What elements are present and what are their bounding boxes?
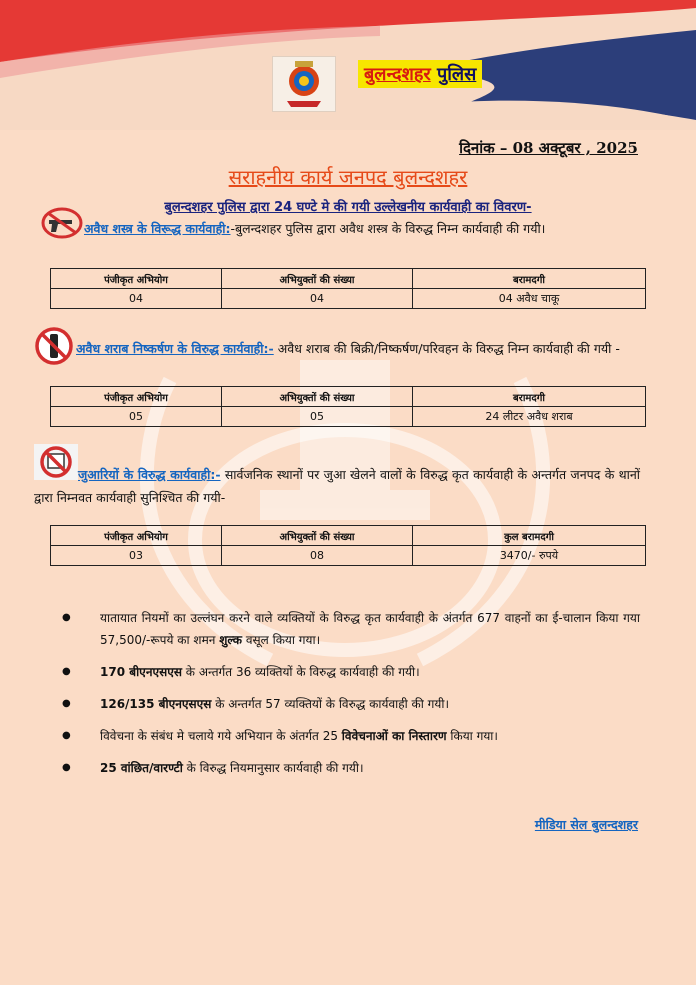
table-cell: 08 [222, 546, 413, 566]
list-item: ● 126/135 बीएनएसएस के अन्तर्गत 57 व्यक्तियों के विरुद्ध कार्यवाही की गयी। [62, 693, 640, 715]
header-banner [0, 0, 696, 130]
section-liquor-body: अवैध शराब की बिक्री/निष्कर्षण/परिवहन के विरुद्ध निम्न कार्यवाही की गयी - [273, 341, 620, 356]
table-cell: 3470/- रुपये [413, 546, 646, 566]
table-cell: 05 [51, 407, 222, 427]
table-header: पंजीकृत अभियोग [51, 387, 222, 407]
table-cell: 05 [222, 407, 413, 427]
section-gambling-body: सार्वजनिक स्थानों पर जुआ खेलने वालों के विरुद्ध कृत कार्यवाही के अन्तर्गत जनपद के थानों द्वारा निम्नवत कार्यवाही सुनिश्चित की गयी- [34, 467, 640, 505]
list-item: ● 25 वांछित/वारण्टी के विरुद्ध नियमानुसार कार्यवाही की गयी। [62, 757, 640, 779]
table-header: अभियुक्तों की संख्या [222, 387, 413, 407]
table-header: पंजीकृत अभियोग [51, 526, 222, 546]
table-cell: 03 [51, 546, 222, 566]
table-cell: 04 [51, 289, 222, 309]
brand-part2: पुलिस [437, 64, 477, 85]
section-gambling-heading: जुआरियों के विरुद्ध कार्यवाही:- [78, 467, 221, 482]
report-subtitle: बुलन्दशहर पुलिस द्वारा 24 घण्टे मे की गयी उल्लेखनीय कार्यवाही का विवरण- [164, 200, 532, 215]
brand-title [358, 60, 482, 88]
table-header: कुल बरामदगी [413, 526, 646, 546]
list-item: ● विवेचना के संबंध मे चलाये गये अभियान के अंतर्गत 25 विवेचनाओं का निस्तारण किया गया। [62, 725, 640, 747]
list-item: ● 170 बीएनएसएस के अन्तर्गत 36 व्यक्तियों के विरुद्ध कार्यवाही की गयी। [62, 661, 640, 683]
section-gambling-text [34, 463, 640, 509]
date-line: दिनांक – 08 अक्टूबर , 2025 [459, 139, 638, 157]
table-header: अभियुक्तों की संख्या [222, 269, 413, 289]
table-header: अभियुक्तों की संख्या [222, 526, 413, 546]
section-weapons-heading: अवैध शस्त्र के विरूद्ध कार्यवाही: [84, 221, 231, 236]
table-header: पंजीकृत अभियोग [51, 269, 222, 289]
gambling-table [50, 525, 646, 566]
table-cell: 04 [222, 289, 413, 309]
table-header: बरामदगी [413, 269, 646, 289]
table-cell: 24 लीटर अवैध शराब [413, 407, 646, 427]
section-liquor-text [34, 337, 640, 360]
table-header: बरामदगी [413, 387, 646, 407]
section-weapons-body: -बुलन्दशहर पुलिस द्वारा अवैध शस्त्र के विरुद्ध निम्न कार्यवाही की गयी। [230, 221, 546, 236]
section-liquor-heading: अवैध शराब निष्कर्षण के विरुद्ध कार्यवाही:- [76, 341, 274, 356]
weapons-table [50, 268, 646, 309]
up-police-emblem [272, 56, 336, 112]
brand-part1: बुलन्दशहर [364, 64, 431, 85]
main-title: सराहनीय कार्य जनपद बुलन्दशहर [228, 165, 468, 189]
section-weapons-text [34, 217, 640, 240]
summary-bullets [62, 607, 640, 789]
list-item: ● यातायात नियमों का उल्लंघन करने वाले व्यक्तियों के विरुद्ध कृत कार्यवाही के अंतर्गत 677 वाहनों का ई-चालान किया गया 57,500/-रूपये का शमन शुल्क वसूल किया गया। [62, 607, 640, 651]
liquor-table [50, 386, 646, 427]
table-cell: 04 अवैध चाकू [413, 289, 646, 309]
media-cell-signature: मीडिया सेल बुलन्दशहर [534, 817, 638, 832]
